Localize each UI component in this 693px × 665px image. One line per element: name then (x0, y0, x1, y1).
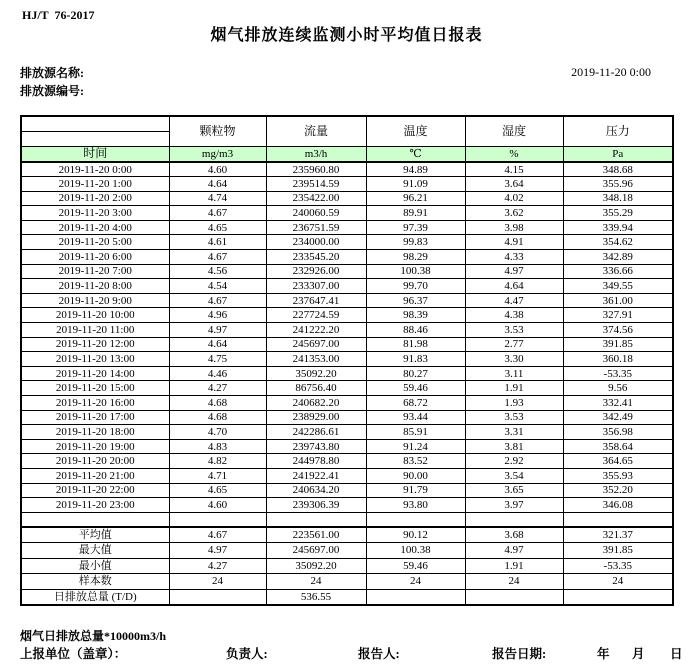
value-cell: 342.89 (563, 250, 673, 265)
value-cell: 3.65 (465, 483, 563, 498)
value-cell: 327.91 (563, 308, 673, 323)
table-row (21, 366, 673, 381)
table-row (21, 352, 673, 367)
value-cell: 235960.80 (266, 162, 366, 177)
value-cell: 2.92 (465, 454, 563, 469)
summary-label-cell: 日排放总量 (T/D) (21, 589, 169, 605)
value-cell: 3.11 (465, 366, 563, 381)
summary-value-cell: 24 (366, 574, 465, 590)
summary-value-cell: 59.46 (366, 558, 465, 574)
value-cell: 239306.39 (266, 498, 366, 513)
summary-value-cell: 3.68 (465, 527, 563, 543)
value-cell: 4.71 (169, 468, 266, 483)
value-cell: 238929.00 (266, 410, 366, 425)
value-cell: 4.56 (169, 264, 266, 279)
unit-cell: m3/h (266, 146, 366, 162)
pollutant-header: 温度 (366, 116, 465, 146)
value-cell: 4.64 (169, 177, 266, 192)
blank-cell (21, 512, 169, 527)
signature-line (0, 644, 693, 662)
value-cell: 99.83 (366, 235, 465, 250)
summary-label-cell: 最小值 (21, 558, 169, 574)
time-cell: 2019-11-20 11:00 (21, 323, 169, 338)
time-cell: 2019-11-20 22:00 (21, 483, 169, 498)
value-cell: 4.27 (169, 381, 266, 396)
summary-value-cell: 391.85 (563, 543, 673, 559)
value-cell: 100.38 (366, 264, 465, 279)
value-cell: 234000.00 (266, 235, 366, 250)
table-row (21, 410, 673, 425)
value-cell: 97.39 (366, 220, 465, 235)
summary-row (21, 574, 673, 590)
value-cell: 356.98 (563, 425, 673, 440)
summary-value-cell: 35092.20 (266, 558, 366, 574)
summary-row (21, 543, 673, 559)
table-row (21, 454, 673, 469)
summary-value-cell (563, 589, 673, 605)
summary-value-cell: 536.55 (266, 589, 366, 605)
summary-value-cell: 24 (465, 574, 563, 590)
time-cell: 2019-11-20 2:00 (21, 191, 169, 206)
value-cell: 83.52 (366, 454, 465, 469)
summary-row (21, 558, 673, 574)
summary-value-cell: 100.38 (366, 543, 465, 559)
value-cell: 88.46 (366, 323, 465, 338)
value-cell: 374.56 (563, 323, 673, 338)
summary-value-cell: 321.37 (563, 527, 673, 543)
reporter-label: 报告人: (358, 647, 400, 661)
table-row (21, 425, 673, 440)
value-cell: 93.80 (366, 498, 465, 513)
summary-value-cell: 1.91 (465, 558, 563, 574)
summary-row (21, 589, 673, 605)
table-row (21, 279, 673, 294)
value-cell: 232926.00 (266, 264, 366, 279)
value-cell: 239743.80 (266, 439, 366, 454)
value-cell: 90.00 (366, 468, 465, 483)
table-row (21, 439, 673, 454)
table-row (21, 220, 673, 235)
value-cell: 364.65 (563, 454, 673, 469)
value-cell: 354.62 (563, 235, 673, 250)
table-row (21, 498, 673, 513)
value-cell: 4.67 (169, 293, 266, 308)
value-cell: 4.65 (169, 220, 266, 235)
table-row (21, 177, 673, 192)
value-cell: 91.24 (366, 439, 465, 454)
value-cell: 4.65 (169, 483, 266, 498)
summary-row (21, 527, 673, 543)
time-cell: 2019-11-20 10:00 (21, 308, 169, 323)
value-cell: 4.67 (169, 250, 266, 265)
value-cell: 86756.40 (266, 381, 366, 396)
time-cell: 2019-11-20 6:00 (21, 250, 169, 265)
value-cell: 9.56 (563, 381, 673, 396)
value-cell: 227724.59 (266, 308, 366, 323)
summary-label-cell: 最大值 (21, 543, 169, 559)
value-cell: 239514.59 (266, 177, 366, 192)
value-cell: 96.37 (366, 293, 465, 308)
blank-cell (169, 512, 266, 527)
value-cell: 237647.41 (266, 293, 366, 308)
pollutant-header: 流量 (266, 116, 366, 146)
table-row (21, 381, 673, 396)
summary-value-cell: 4.97 (465, 543, 563, 559)
value-cell: 240060.59 (266, 206, 366, 221)
value-cell: 4.61 (169, 235, 266, 250)
report-unit-label: 上报单位（盖章）： (20, 647, 127, 661)
value-cell: 4.15 (465, 162, 563, 177)
value-cell: 3.53 (465, 323, 563, 338)
value-cell: 233307.00 (266, 279, 366, 294)
table-row (21, 264, 673, 279)
value-cell: 348.68 (563, 162, 673, 177)
value-cell: 346.08 (563, 498, 673, 513)
time-header-blank-top (21, 116, 169, 131)
value-cell: 342.49 (563, 410, 673, 425)
summary-value-cell: 4.27 (169, 558, 266, 574)
value-cell: 4.60 (169, 498, 266, 513)
value-cell: 4.97 (169, 323, 266, 338)
summary-value-cell: 24 (266, 574, 366, 590)
blank-cell (366, 512, 465, 527)
value-cell: 68.72 (366, 396, 465, 411)
value-cell: 3.64 (465, 177, 563, 192)
value-cell: 241353.00 (266, 352, 366, 367)
table-row (21, 293, 673, 308)
value-cell: 240682.20 (266, 396, 366, 411)
report-datetime: 2019-11-20 0:00 (571, 65, 651, 79)
value-cell: 236751.59 (266, 220, 366, 235)
value-cell: 1.93 (465, 396, 563, 411)
unit-cell: Pa (563, 146, 673, 162)
time-cell: 2019-11-20 18:00 (21, 425, 169, 440)
time-cell: 2019-11-20 16:00 (21, 396, 169, 411)
value-cell: 355.96 (563, 177, 673, 192)
value-cell: 3.54 (465, 468, 563, 483)
value-cell: 89.91 (366, 206, 465, 221)
table-row (21, 483, 673, 498)
summary-value-cell: 24 (169, 574, 266, 590)
summary-value-cell: 90.12 (366, 527, 465, 543)
table-row (21, 250, 673, 265)
value-cell: 3.62 (465, 206, 563, 221)
value-cell: 4.74 (169, 191, 266, 206)
value-cell: 4.47 (465, 293, 563, 308)
blank-cell (465, 512, 563, 527)
value-cell: 241922.41 (266, 468, 366, 483)
time-cell: 2019-11-20 0:00 (21, 162, 169, 177)
time-header: 时间 (21, 146, 169, 162)
summary-value-cell: 223561.00 (266, 527, 366, 543)
value-cell: 4.64 (465, 279, 563, 294)
value-cell: 391.85 (563, 337, 673, 352)
month-label: 月 (632, 647, 645, 661)
table-row (21, 337, 673, 352)
value-cell: 35092.20 (266, 366, 366, 381)
value-cell: 4.91 (465, 235, 563, 250)
summary-value-cell: -53.35 (563, 558, 673, 574)
source-code-label: 排放源编号: (20, 84, 84, 98)
value-cell: 91.83 (366, 352, 465, 367)
value-cell: 1.91 (465, 381, 563, 396)
day-label: 日 (670, 647, 683, 661)
value-cell: 2.77 (465, 337, 563, 352)
value-cell: 85.91 (366, 425, 465, 440)
table-row (21, 308, 673, 323)
summary-value-cell (169, 589, 266, 605)
value-cell: 332.41 (563, 396, 673, 411)
time-cell: 2019-11-20 12:00 (21, 337, 169, 352)
value-cell: 4.64 (169, 337, 266, 352)
value-cell: 245697.00 (266, 337, 366, 352)
value-cell: 355.29 (563, 206, 673, 221)
monitoring-table (20, 115, 674, 606)
summary-value-cell: 24 (563, 574, 673, 590)
value-cell: 348.18 (563, 191, 673, 206)
summary-label-cell: 平均值 (21, 527, 169, 543)
value-cell: 3.81 (465, 439, 563, 454)
year-label: 年 (597, 647, 610, 661)
value-cell: 240634.20 (266, 483, 366, 498)
value-cell: 80.27 (366, 366, 465, 381)
table-row (21, 468, 673, 483)
source-name-label: 排放源名称: (20, 66, 84, 80)
value-cell: 4.75 (169, 352, 266, 367)
time-cell: 2019-11-20 21:00 (21, 468, 169, 483)
value-cell: 4.97 (465, 264, 563, 279)
table-row (21, 235, 673, 250)
time-cell: 2019-11-20 5:00 (21, 235, 169, 250)
value-cell: 99.70 (366, 279, 465, 294)
table-row (21, 191, 673, 206)
value-cell: 93.44 (366, 410, 465, 425)
standard-number-label: HJ/T 76-2017 (22, 8, 95, 22)
time-cell: 2019-11-20 9:00 (21, 293, 169, 308)
value-cell: 244978.80 (266, 454, 366, 469)
summary-value-cell (366, 589, 465, 605)
time-cell: 2019-11-20 15:00 (21, 381, 169, 396)
value-cell: 4.54 (169, 279, 266, 294)
unit-cell: % (465, 146, 563, 162)
value-cell: 98.29 (366, 250, 465, 265)
value-cell: 355.93 (563, 468, 673, 483)
value-cell: 352.20 (563, 483, 673, 498)
value-cell: 4.82 (169, 454, 266, 469)
summary-value-cell: 4.97 (169, 543, 266, 559)
time-cell: 2019-11-20 13:00 (21, 352, 169, 367)
value-cell: 4.33 (465, 250, 563, 265)
value-cell: 360.18 (563, 352, 673, 367)
value-cell: 81.98 (366, 337, 465, 352)
value-cell: 4.70 (169, 425, 266, 440)
value-cell: 91.79 (366, 483, 465, 498)
value-cell: 4.38 (465, 308, 563, 323)
footer-note: 烟气日排放总量*10000m3/h (20, 629, 167, 643)
value-cell: 94.89 (366, 162, 465, 177)
value-cell: 361.00 (563, 293, 673, 308)
value-cell: 91.09 (366, 177, 465, 192)
time-cell: 2019-11-20 8:00 (21, 279, 169, 294)
page-title: 烟气排放连续监测小时平均值日报表 (210, 27, 483, 44)
blank-row (21, 512, 673, 527)
summary-value-cell (465, 589, 563, 605)
table-row (21, 206, 673, 221)
time-cell: 2019-11-20 7:00 (21, 264, 169, 279)
value-cell: 59.46 (366, 381, 465, 396)
value-cell: 3.31 (465, 425, 563, 440)
report-date-label: 报告日期: (492, 647, 547, 661)
time-header-blank-bottom (21, 131, 169, 146)
pollutant-header: 湿度 (465, 116, 563, 146)
summary-value-cell: 4.67 (169, 527, 266, 543)
time-cell: 2019-11-20 3:00 (21, 206, 169, 221)
summary-value-cell: 245697.00 (266, 543, 366, 559)
value-cell: 3.30 (465, 352, 563, 367)
responsible-label: 负责人: (226, 647, 268, 661)
value-cell: 233545.20 (266, 250, 366, 265)
value-cell: 242286.61 (266, 425, 366, 440)
value-cell: 3.98 (465, 220, 563, 235)
value-cell: 241222.20 (266, 323, 366, 338)
value-cell: 96.21 (366, 191, 465, 206)
table-body (21, 162, 673, 605)
time-cell: 2019-11-20 23:00 (21, 498, 169, 513)
value-cell: 4.60 (169, 162, 266, 177)
value-cell: 3.53 (465, 410, 563, 425)
value-cell: 4.46 (169, 366, 266, 381)
value-cell: 349.55 (563, 279, 673, 294)
value-cell: 339.94 (563, 220, 673, 235)
value-cell: 336.66 (563, 264, 673, 279)
unit-cell: mg/m3 (169, 146, 266, 162)
value-cell: 4.68 (169, 396, 266, 411)
table-row (21, 323, 673, 338)
value-cell: 4.96 (169, 308, 266, 323)
time-cell: 2019-11-20 20:00 (21, 454, 169, 469)
pollutant-header: 颗粒物 (169, 116, 266, 146)
table-row (21, 162, 673, 177)
value-cell: 3.97 (465, 498, 563, 513)
time-cell: 2019-11-20 17:00 (21, 410, 169, 425)
time-cell: 2019-11-20 4:00 (21, 220, 169, 235)
value-cell: 98.39 (366, 308, 465, 323)
value-cell: 235422.00 (266, 191, 366, 206)
value-cell: 358.64 (563, 439, 673, 454)
table-header (21, 116, 673, 162)
pollutant-header: 压力 (563, 116, 673, 146)
time-cell: 2019-11-20 19:00 (21, 439, 169, 454)
blank-cell (563, 512, 673, 527)
value-cell: 4.83 (169, 439, 266, 454)
time-cell: 2019-11-20 1:00 (21, 177, 169, 192)
unit-cell: ℃ (366, 146, 465, 162)
blank-cell (266, 512, 366, 527)
time-cell: 2019-11-20 14:00 (21, 366, 169, 381)
summary-label-cell: 样本数 (21, 574, 169, 590)
table-row (21, 396, 673, 411)
value-cell: 4.67 (169, 206, 266, 221)
value-cell: -53.35 (563, 366, 673, 381)
value-cell: 4.68 (169, 410, 266, 425)
value-cell: 4.02 (465, 191, 563, 206)
